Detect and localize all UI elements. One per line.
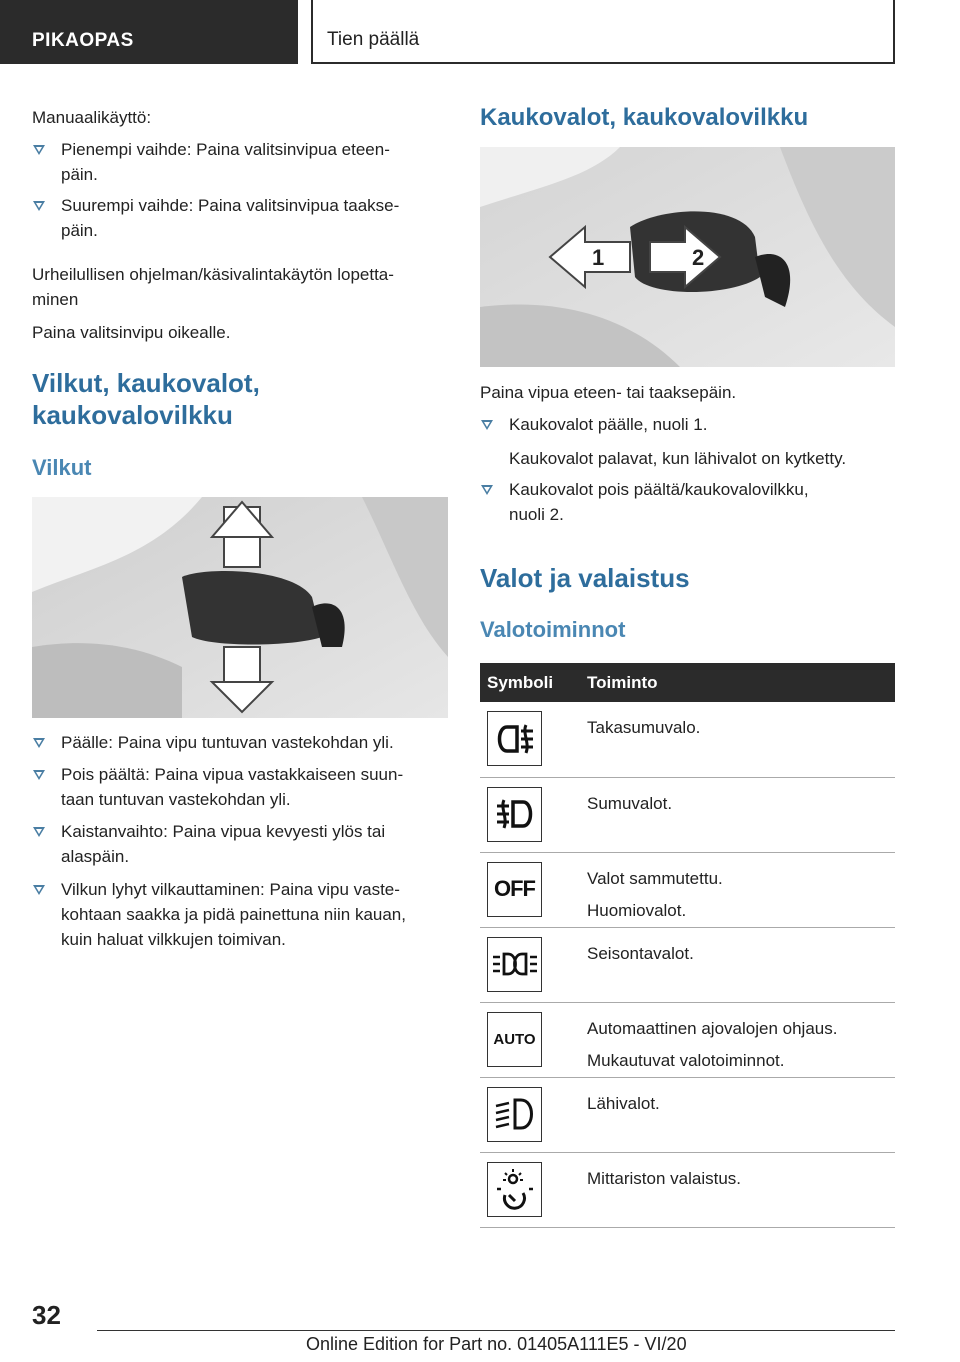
heading-kaukovalot: Kaukovalot, kaukovalovilkku (480, 104, 809, 131)
function-text: Seisontavalot. (587, 943, 694, 963)
table-row (480, 702, 895, 777)
section-tab: PIKAOPAS (0, 0, 298, 64)
footer-edition: Online Edition for Part no. 01405A111E5 - VI/20 (306, 1334, 687, 1354)
function-text: Huomiovalot. (587, 900, 687, 920)
table-header-row (480, 663, 895, 702)
sport-end-action: Paina valitsinvipu oikealle. (32, 323, 231, 342)
manual-label: Manuaalikäyttö: (32, 108, 152, 127)
list-item-text: Vilkun lyhyt vilkauttaminen: Paina vipu vaste- kohtaan saakka ja pidä painettuna niin kauan, kuin haluat vilkkujen toimivan. (61, 880, 406, 949)
heading-kaukovalovilkku: kaukovalovilkku (32, 400, 233, 430)
list-item (32, 730, 448, 755)
list-item-text: Päälle: Paina vipu tuntuvan vastekohdan yli. (61, 733, 394, 752)
table-row (480, 1152, 895, 1227)
list-item-text: Pienempi vaihde: Paina valitsinvipua eteen- päin. (61, 140, 390, 184)
bullet-triangle-icon (33, 145, 45, 155)
high-beam-intro: Paina vipua eteen- tai taaksepäin. (480, 383, 737, 402)
high-beam-lever-image (480, 147, 895, 367)
auto-light-icon (487, 1012, 542, 1067)
parking-light-icon (487, 937, 542, 992)
arrow-label-1: 1 (592, 245, 605, 270)
function-text: Sumuvalot. (587, 793, 673, 813)
heading-valot-ja-valaistus: Valot ja valaistus (480, 563, 690, 593)
bullet-triangle-icon (33, 827, 45, 837)
list-item (32, 193, 448, 243)
bullet-triangle-icon (481, 420, 493, 430)
low-beam-icon (487, 1087, 542, 1142)
function-text: Takasumuvalo. (587, 718, 701, 737)
list-item-text: Suurempi vaihde: Paina valitsinvipua taakse- päin. (61, 196, 400, 240)
table-row (480, 777, 895, 852)
list-item-text: Kaistanvaihto: Paina vipua kevyesti ylös tai alaspäin. (61, 822, 386, 866)
bullet-triangle-icon (481, 485, 493, 495)
function-text: Lähivalot. (587, 1093, 660, 1113)
heading-vilkut-kaukovalot: Vilkut, kaukovalot, (32, 368, 260, 398)
list-item (480, 412, 895, 437)
list-item-note: Kaukovalot palavat, kun lähivalot on kytketty. (509, 449, 847, 468)
sport-end-line2: minen (32, 290, 79, 309)
table-row (480, 1002, 895, 1077)
arrow-label-2: 2 (692, 245, 705, 270)
off-icon-text: OFF (494, 876, 535, 901)
function-text: Automaattinen ajovalojen ohjaus. (587, 1018, 838, 1038)
sport-end-line1: Urheilullisen ohjelman/käsivalintakäytön lopetta- (32, 265, 394, 284)
heading-valotoiminnot: Valotoiminnot (480, 617, 626, 642)
bullet-triangle-icon (33, 738, 45, 748)
list-item-text: Kaukovalot pois päältä/kaukovalovilkku, nuoli 2. (509, 480, 809, 524)
table-row (480, 927, 895, 1002)
page-number: 32 (32, 1300, 61, 1330)
list-item-text: Kaukovalot päälle, nuoli 1. (509, 415, 708, 434)
list-item (32, 762, 448, 812)
bullet-triangle-icon (33, 770, 45, 780)
bullet-triangle-icon (33, 885, 45, 895)
column-header-toiminto: Toiminto (579, 663, 895, 702)
page-header (0, 0, 960, 66)
list-item (32, 877, 448, 952)
auto-icon-text: AUTO (493, 1030, 536, 1048)
function-text: Mukautuvat valotoiminnot. (587, 1050, 785, 1070)
rear-fog-light-icon (487, 711, 542, 766)
list-item (480, 477, 895, 527)
heading-vilkut: Vilkut (32, 455, 92, 480)
footer-divider (97, 1330, 895, 1331)
list-item (32, 819, 448, 869)
function-text: Valot sammutettu. (587, 868, 723, 888)
table-row (480, 852, 895, 927)
light-functions-table (480, 663, 895, 1228)
off-icon (487, 862, 542, 917)
table-row (480, 1077, 895, 1152)
instrument-lighting-icon (487, 1162, 542, 1217)
function-text: Mittariston valaistus. (587, 1168, 741, 1188)
list-item (32, 137, 448, 187)
front-fog-light-icon (487, 787, 542, 842)
list-item-text: Pois päältä: Paina vipua vastakkaiseen suun- taan tuntuvan vastekohdan yli. (61, 765, 404, 809)
column-header-symboli: Symboli (480, 663, 579, 702)
chapter-title: Tien päällä (311, 0, 895, 64)
turn-signal-lever-image (32, 497, 448, 718)
bullet-triangle-icon (33, 201, 45, 211)
